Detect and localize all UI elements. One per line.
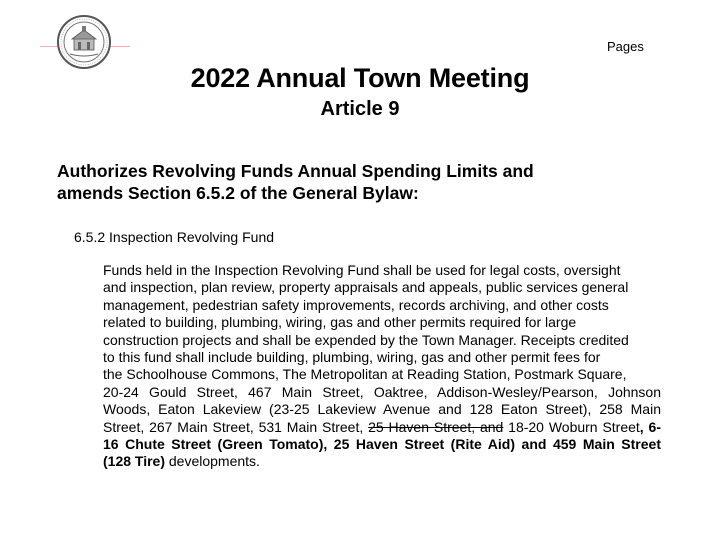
body-line: Woods, Eaton Lakeview (23-25 Lakeview Avenue and 128 Eaton Street), 258 Main (103, 401, 661, 418)
body-line-mixed (103, 419, 661, 436)
body-line: management, pedestrian safety improvements, records archiving, and other costs (103, 296, 609, 313)
body-line-mixed (103, 453, 661, 470)
article-subtitle: Article 9 (320, 98, 400, 120)
body-line: to this fund shall include building, plumbing, wiring, gas and other permit fees for (103, 349, 601, 366)
section-title: 6.5.2 Inspection Revolving Fund (74, 229, 275, 245)
inserted-text: 16 Chute Street (Green Tomato), 25 Haven Street (Rite Aid) and 459 Main Street (103, 436, 661, 453)
body-text: developments. (165, 453, 260, 470)
page-title: 2022 Annual Town Meeting (190, 63, 530, 93)
body-line: and inspection, plan review, property appraisals and appeals, public services general (103, 279, 629, 296)
body-line: related to building, plumbing, wiring, gas and other permits required for large (103, 314, 577, 331)
heading-line-1: Authorizes Revolving Funds Annual Spending Limits and (57, 161, 534, 181)
pages-label: Pages (607, 39, 644, 54)
body-line: Funds held in the Inspection Revolving Fund shall be used for legal costs, oversight (103, 262, 621, 278)
body-line: construction projects and shall be expended by the Town Manager. Receipts credited (103, 331, 629, 348)
article-heading (57, 160, 677, 204)
heading-line-2: amends Section 6.5.2 of the General Bylaw: (57, 183, 419, 203)
body-line: the Schoolhouse Commons, The Metropolitan at Reading Station, Postmark Square, (103, 366, 627, 383)
struck-text: 25 Haven Street, and (368, 418, 504, 435)
body-text: 18-20 Woburn Street (503, 418, 640, 435)
body-line: 20-24 Gould Street, 467 Main Street, Oaktree, Addison-Wesley/Pearson, Johnson (103, 383, 661, 400)
body-paragraph (103, 262, 661, 471)
body-text: Street, 267 Main Street, 531 Main Street, (103, 418, 369, 435)
inserted-text: (128 Tire) (103, 453, 165, 470)
town-seal-logo (56, 14, 112, 70)
inserted-text: , 6- (639, 418, 661, 435)
